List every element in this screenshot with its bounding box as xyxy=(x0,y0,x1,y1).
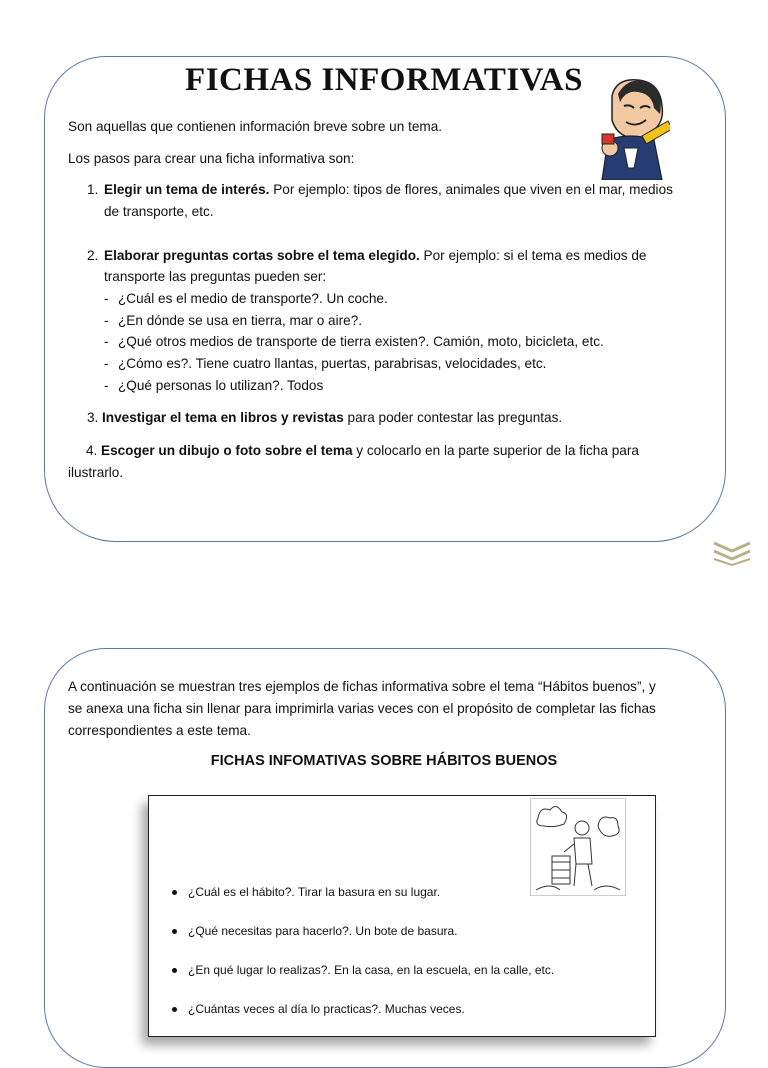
question-item: ¿En dónde se usa en tierra, mar o aire?. xyxy=(118,313,363,328)
dash-bullet: - xyxy=(104,378,109,393)
step-text-cont: transporte las preguntas pueden ser: xyxy=(104,269,327,284)
step-item xyxy=(101,440,701,462)
question-item: ¿Cuál es el medio de transporte?. Un coche. xyxy=(118,291,388,306)
bullet-dot xyxy=(172,929,177,934)
step-heading: Elegir un tema de interés. xyxy=(104,182,270,197)
bullet-dot xyxy=(172,968,177,973)
section-subtitle: FICHAS INFOMATIVAS SOBRE HÁBITOS BUENOS xyxy=(210,753,558,769)
dash-bullet: - xyxy=(104,334,109,349)
dash-bullet: - xyxy=(104,291,109,306)
dash-bullet: - xyxy=(104,356,109,371)
step-text-cont: de transporte, etc. xyxy=(104,204,214,219)
question-item: ¿Qué personas lo utilizan?. Todos xyxy=(118,378,324,393)
card2-intro-line: se anexa una ficha sin llenar para imprimirla varias veces con el propósito de completar las fichas xyxy=(68,701,656,716)
step-number: 3. xyxy=(87,410,99,425)
intro-text: Son aquellas que contienen información breve sobre un tema. xyxy=(68,119,443,134)
step-item xyxy=(104,179,704,201)
step-heading: Investigar el tema en libros y revistas xyxy=(102,410,344,425)
boy-throwing-trash-drawing-icon xyxy=(530,798,626,896)
step-number: 1. xyxy=(87,182,99,197)
step-item xyxy=(104,245,704,267)
page-title: FICHAS INFORMATIVAS xyxy=(185,62,583,98)
card2-intro-line: A continuación se muestran tres ejemplos de fichas informativa sobre el tema “Hábitos buenos”, y xyxy=(68,679,656,694)
bullet-item: ¿Cuál es el hábito?. Tirar la basura en su lugar. xyxy=(188,885,441,899)
step-heading: Elaborar preguntas cortas sobre el tema elegido. xyxy=(104,248,420,263)
bullet-dot xyxy=(172,890,177,895)
dash-bullet: - xyxy=(104,313,109,328)
step-text-cont: ilustrarlo. xyxy=(68,465,124,480)
step-text: y colocarlo en la parte superior de la ficha para xyxy=(352,443,639,458)
bullet-dot xyxy=(172,1007,177,1012)
step-text: Por ejemplo: tipos de flores, animales que viven en el mar, medios xyxy=(269,182,673,197)
step-number: 4. xyxy=(86,443,98,458)
bullet-item: ¿En qué lugar lo realizas?. En la casa, en la escuela, en la calle, etc. xyxy=(188,963,555,977)
question-item: ¿Qué otros medios de transporte de tierra existen?. Camión, moto, bicicleta, etc. xyxy=(118,334,604,349)
double-chevron-down-icon xyxy=(712,540,752,566)
step-text: para poder contestar las preguntas. xyxy=(343,410,563,425)
step-item xyxy=(102,407,702,429)
step-number: 2. xyxy=(87,248,99,263)
step-heading: Escoger un dibujo o foto sobre el tema xyxy=(101,443,353,458)
cartoon-boy-with-pencil-icon xyxy=(594,76,670,180)
bullet-item: ¿Qué necesitas para hacerlo?. Un bote de basura. xyxy=(188,924,458,938)
bullet-item: ¿Cuántas veces al día lo practicas?. Muchas veces. xyxy=(188,1002,465,1016)
step-text: Por ejemplo: si el tema es medios de xyxy=(419,248,647,263)
card2-intro-line: correspondientes a este tema. xyxy=(68,723,251,738)
question-item: ¿Cómo es?. Tiene cuatro llantas, puertas, parabrisas, velocidades, etc. xyxy=(118,356,547,371)
steps-intro: Los pasos para crear una ficha informativa son: xyxy=(68,151,355,166)
